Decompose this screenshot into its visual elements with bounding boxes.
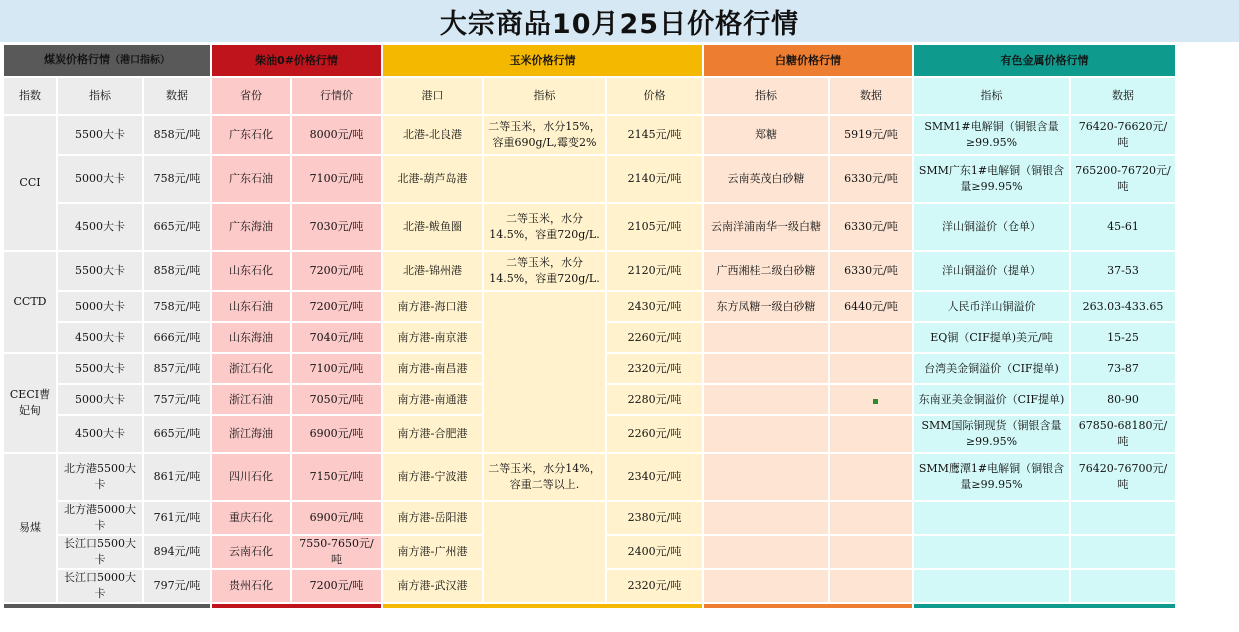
metal-indicator <box>914 570 1069 602</box>
diesel-price: 7200元/吨 <box>292 252 381 290</box>
metal-indicator: 东南亚美金铜溢价（CIF提单) <box>914 385 1069 414</box>
corn-port: 北港-鲅鱼圈 <box>383 204 482 250</box>
price-table <box>2 43 1177 610</box>
section-coal-note: （港口指标） <box>110 55 170 66</box>
col-header: 指标 <box>704 78 828 114</box>
coal-value: 761元/吨 <box>144 502 210 534</box>
sugar-value: 5919元/吨 <box>830 116 912 154</box>
diesel-province: 广东石油 <box>212 156 290 202</box>
sugar-value <box>830 536 912 568</box>
metal-indicator: SMM1#电解铜（铜银含量≥99.95% <box>914 116 1069 154</box>
sugar-value: 6440元/吨 <box>830 292 912 321</box>
coal-value: 861元/吨 <box>144 454 210 500</box>
diesel-price: 6900元/吨 <box>292 502 381 534</box>
metal-indicator: EQ铜（CIF提单)美元/吨 <box>914 323 1069 352</box>
section-coal-header <box>4 45 210 76</box>
column-header-row <box>4 78 1175 114</box>
sugar-indicator <box>704 536 828 568</box>
sugar-indicator: 云南洋浦南华一级白糖 <box>704 204 828 250</box>
corn-price: 2280元/吨 <box>607 385 702 414</box>
coal-value: 757元/吨 <box>144 385 210 414</box>
diesel-province: 广东石化 <box>212 116 290 154</box>
coal-indicator: 5000大卡 <box>58 292 142 321</box>
metal-value: 76420-76620元/吨 <box>1071 116 1175 154</box>
diesel-province: 山东石化 <box>212 252 290 290</box>
corn-port: 南方港-海口港 <box>383 292 482 321</box>
col-header: 指标 <box>484 78 605 114</box>
metal-indicator <box>914 502 1069 534</box>
section-corn-header: 玉米价格行情 <box>383 45 702 76</box>
corn-port: 南方港-宁波港 <box>383 454 482 500</box>
coal-value: 857元/吨 <box>144 354 210 383</box>
corn-spec: 二等玉米，水分15%，容重690g/L,霉变2% <box>484 116 605 154</box>
metal-indicator: SMM广东1#电解铜（铜银含量≥99.95% <box>914 156 1069 202</box>
table-row <box>4 156 1175 202</box>
sugar-indicator <box>704 570 828 602</box>
corn-price: 2120元/吨 <box>607 252 702 290</box>
metal-value: 80-90 <box>1071 385 1175 414</box>
diesel-price: 7040元/吨 <box>292 323 381 352</box>
sugar-value: 6330元/吨 <box>830 204 912 250</box>
sugar-indicator: 东方凤糖一级白砂糖 <box>704 292 828 321</box>
table-row <box>4 204 1175 250</box>
corn-price: 2145元/吨 <box>607 116 702 154</box>
sugar-value <box>830 570 912 602</box>
sugar-indicator <box>704 454 828 500</box>
corn-port: 北港-葫芦岛港 <box>383 156 482 202</box>
table-row <box>4 292 1175 321</box>
table-row <box>4 502 1175 534</box>
coal-indicator: 4500大卡 <box>58 204 142 250</box>
section-diesel-header: 柴油0#价格行情 <box>212 45 381 76</box>
table-row <box>4 252 1175 290</box>
sugar-value <box>830 502 912 534</box>
col-header: 省份 <box>212 78 290 114</box>
coal-index-cell: 易煤 <box>4 454 56 602</box>
diesel-province: 云南石化 <box>212 536 290 568</box>
diesel-province: 浙江海油 <box>212 416 290 452</box>
sugar-indicator <box>704 354 828 383</box>
metal-indicator: SMM鹰潭1#电解铜（铜银含量≥99.95% <box>914 454 1069 500</box>
sugar-value: 6330元/吨 <box>830 252 912 290</box>
diesel-price: 7150元/吨 <box>292 454 381 500</box>
corn-price: 2260元/吨 <box>607 323 702 352</box>
diesel-province: 广东海油 <box>212 204 290 250</box>
corn-port: 南方港-南通港 <box>383 385 482 414</box>
col-header: 指数 <box>4 78 56 114</box>
metal-indicator: 洋山铜溢价（提单） <box>914 252 1069 290</box>
col-header: 港口 <box>383 78 482 114</box>
sugar-value <box>830 416 912 452</box>
metal-indicator: SMM国际铜现货（铜银含量≥99.95% <box>914 416 1069 452</box>
col-header: 指标 <box>914 78 1069 114</box>
coal-value: 758元/吨 <box>144 292 210 321</box>
coal-indicator: 北方港5000大卡 <box>58 502 142 534</box>
metal-indicator: 洋山铜溢价（仓单） <box>914 204 1069 250</box>
sugar-value <box>830 454 912 500</box>
coal-value: 665元/吨 <box>144 204 210 250</box>
corn-spec <box>484 156 605 202</box>
corn-price: 2260元/吨 <box>607 416 702 452</box>
coal-indicator: 5000大卡 <box>58 156 142 202</box>
corn-port: 南方港-武汉港 <box>383 570 482 602</box>
corn-spec: 二等玉米，水分14.5%，容重720g/L. <box>484 252 605 290</box>
coal-value: 797元/吨 <box>144 570 210 602</box>
corn-port: 南方港-岳阳港 <box>383 502 482 534</box>
metal-value: 15-25 <box>1071 323 1175 352</box>
metal-value <box>1071 570 1175 602</box>
diesel-province: 四川石化 <box>212 454 290 500</box>
coal-index-cell: CCI <box>4 116 56 250</box>
coal-indicator: 5500大卡 <box>58 252 142 290</box>
section-header-row <box>4 45 1175 76</box>
metal-value: 263.03-433.65 <box>1071 292 1175 321</box>
corn-port: 北港-锦州港 <box>383 252 482 290</box>
footer-metal-band <box>914 604 1175 608</box>
section-coal-title: 煤炭价格行情 <box>44 53 110 66</box>
coal-indicator: 长江口5500大卡 <box>58 536 142 568</box>
footer-strip <box>4 604 1175 608</box>
corn-spec: 二等玉米，水分14%，容重二等以上. <box>484 454 605 500</box>
sugar-value <box>830 354 912 383</box>
footer-sugar-band <box>704 604 912 608</box>
footer-corn-band <box>383 604 702 608</box>
sugar-indicator <box>704 416 828 452</box>
diesel-province: 浙江石油 <box>212 385 290 414</box>
diesel-price: 7030元/吨 <box>292 204 381 250</box>
corn-port: 南方港-南京港 <box>383 323 482 352</box>
metal-indicator: 人民币洋山铜溢价 <box>914 292 1069 321</box>
coal-index-cell: CECI曹妃甸 <box>4 354 56 452</box>
corn-price: 2400元/吨 <box>607 536 702 568</box>
coal-value: 858元/吨 <box>144 252 210 290</box>
corn-spec <box>484 502 605 602</box>
coal-value: 665元/吨 <box>144 416 210 452</box>
coal-index-cell: CCTD <box>4 252 56 352</box>
section-sugar-header: 白糖价格行情 <box>704 45 912 76</box>
coal-indicator: 长江口5000大卡 <box>58 570 142 602</box>
diesel-price: 6900元/吨 <box>292 416 381 452</box>
corn-port: 南方港-南昌港 <box>383 354 482 383</box>
diesel-province: 重庆石化 <box>212 502 290 534</box>
metal-value <box>1071 536 1175 568</box>
metal-value: 67850-68180元/吨 <box>1071 416 1175 452</box>
footer-coal-band <box>4 604 210 608</box>
diesel-price: 7200元/吨 <box>292 292 381 321</box>
metal-value: 73-87 <box>1071 354 1175 383</box>
diesel-province: 贵州石化 <box>212 570 290 602</box>
metal-indicator: 台湾美金铜溢价（CIF提单) <box>914 354 1069 383</box>
coal-value: 858元/吨 <box>144 116 210 154</box>
sugar-indicator <box>704 502 828 534</box>
coal-indicator: 5500大卡 <box>58 116 142 154</box>
diesel-price: 7050元/吨 <box>292 385 381 414</box>
col-header: 数据 <box>1071 78 1175 114</box>
coal-value: 666元/吨 <box>144 323 210 352</box>
diesel-province: 浙江石化 <box>212 354 290 383</box>
footer-diesel-band <box>212 604 381 608</box>
page-title: 大宗商品10月25日价格行情 <box>0 0 1239 42</box>
coal-indicator: 4500大卡 <box>58 416 142 452</box>
col-header: 指标 <box>58 78 142 114</box>
metal-value: 37-53 <box>1071 252 1175 290</box>
corn-port: 北港-北良港 <box>383 116 482 154</box>
corn-price: 2320元/吨 <box>607 570 702 602</box>
sugar-value: 6330元/吨 <box>830 156 912 202</box>
diesel-price: 7100元/吨 <box>292 156 381 202</box>
sugar-indicator: 云南英茂白砂糖 <box>704 156 828 202</box>
sugar-indicator: 郑糖 <box>704 116 828 154</box>
sugar-value <box>830 385 912 414</box>
col-header: 行情价 <box>292 78 381 114</box>
coal-value: 894元/吨 <box>144 536 210 568</box>
col-header: 价格 <box>607 78 702 114</box>
metal-value: 765200-76720元/吨 <box>1071 156 1175 202</box>
corn-price: 2380元/吨 <box>607 502 702 534</box>
metal-value: 45-61 <box>1071 204 1175 250</box>
corn-price: 2320元/吨 <box>607 354 702 383</box>
diesel-price: 8000元/吨 <box>292 116 381 154</box>
corn-price: 2430元/吨 <box>607 292 702 321</box>
metal-indicator <box>914 536 1069 568</box>
diesel-province: 山东海油 <box>212 323 290 352</box>
section-metal-header: 有色金属价格行情 <box>914 45 1175 76</box>
coal-indicator: 5000大卡 <box>58 385 142 414</box>
corn-price: 2340元/吨 <box>607 454 702 500</box>
col-header: 数据 <box>830 78 912 114</box>
sugar-indicator: 广西湘桂二级白砂糖 <box>704 252 828 290</box>
corn-price: 2105元/吨 <box>607 204 702 250</box>
diesel-price: 7550-7650元/吨 <box>292 536 381 568</box>
sugar-indicator <box>704 385 828 414</box>
corn-price: 2140元/吨 <box>607 156 702 202</box>
coal-indicator: 北方港5500大卡 <box>58 454 142 500</box>
metal-value <box>1071 502 1175 534</box>
cell-marker <box>873 399 878 404</box>
corn-port: 南方港-合肥港 <box>383 416 482 452</box>
table-row <box>4 116 1175 154</box>
coal-value: 758元/吨 <box>144 156 210 202</box>
corn-spec <box>484 292 605 452</box>
coal-indicator: 5500大卡 <box>58 354 142 383</box>
coal-indicator: 4500大卡 <box>58 323 142 352</box>
diesel-price: 7100元/吨 <box>292 354 381 383</box>
corn-port: 南方港-广州港 <box>383 536 482 568</box>
col-header: 数据 <box>144 78 210 114</box>
metal-value: 76420-76700元/吨 <box>1071 454 1175 500</box>
sugar-value <box>830 323 912 352</box>
corn-spec: 二等玉米，水分14.5%，容重720g/L. <box>484 204 605 250</box>
sugar-indicator <box>704 323 828 352</box>
diesel-price: 7200元/吨 <box>292 570 381 602</box>
diesel-province: 山东石油 <box>212 292 290 321</box>
table-row <box>4 454 1175 500</box>
